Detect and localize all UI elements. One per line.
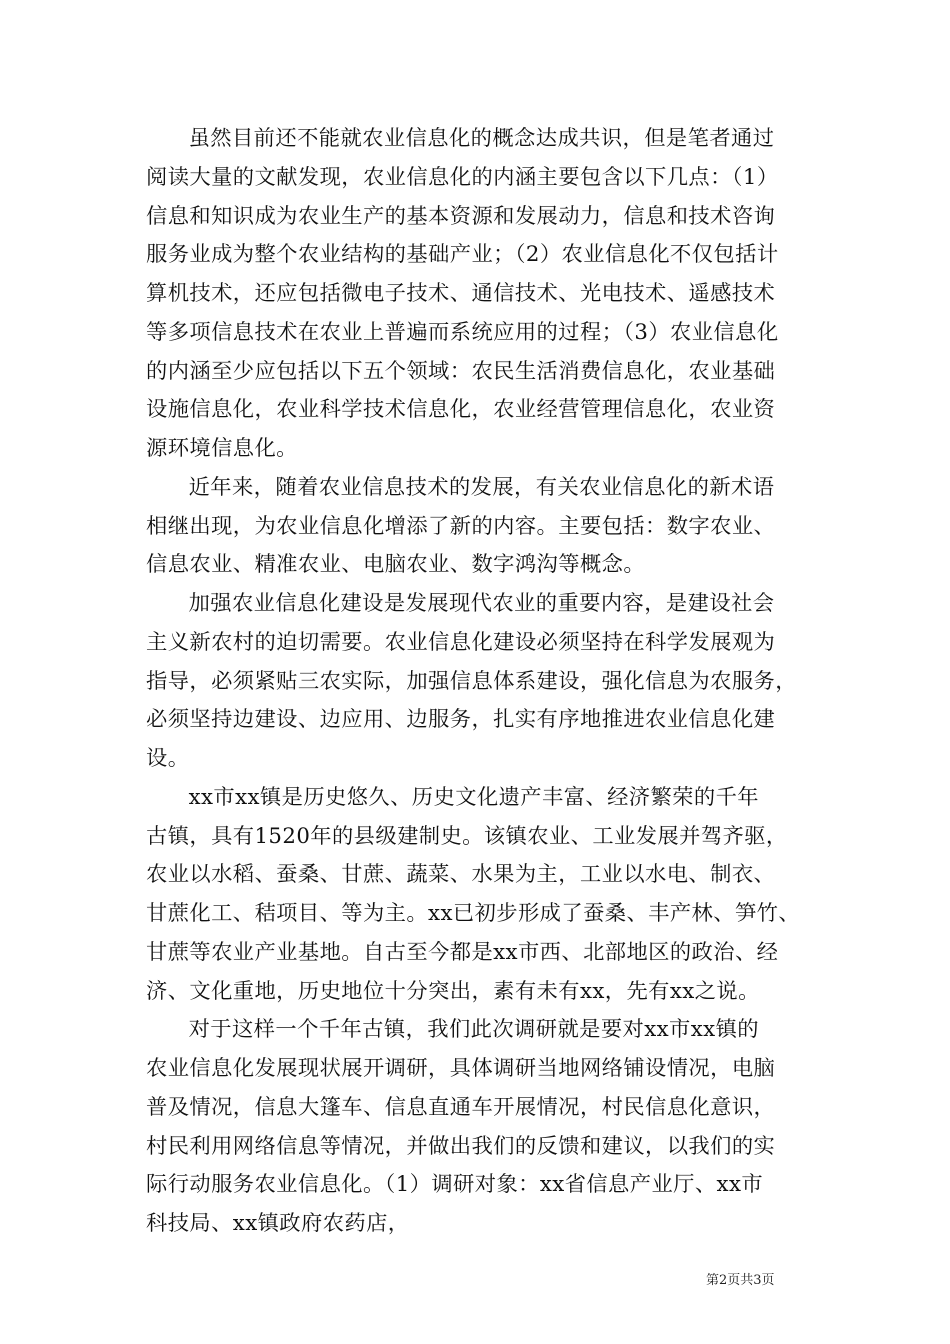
paragraph-line: 村民利用网络信息等情况，并做出我们的反馈和建议，以我们的实 [146,1133,776,1159]
paragraph [146,585,810,779]
paragraph-line: xx市xx镇是历史悠久、历史文化遗产丰富、经济繁荣的千年 [188,784,759,810]
paragraph-line: 主义新农村的迫切需要。农业信息化建设必须坚持在科学发展观为 [146,629,776,655]
paragraph [146,469,810,585]
paragraph-line: 农业以水稻、蚕桑、甘蔗、蔬菜、水果为主，工业以水电、制衣、 [146,862,776,888]
paragraph [146,1011,810,1244]
paragraph-line: 对于这样一个千年古镇，我们此次调研就是要对xx市xx镇的 [188,1017,759,1043]
paragraph-line: 指导，必须紧贴三农实际，加强信息体系建设，强化信息为农服务， [146,668,797,694]
paragraph-line: 服务业成为整个农业结构的基础产业；（2）农业信息化不仅包括计 [146,242,779,268]
paragraph-line: 普及情况，信息大篷车、信息直通车开展情况，村民信息化意识， [146,1094,776,1120]
paragraph-line: 阅读大量的文献发现，农业信息化的内涵主要包含以下几点：（1） [146,164,779,190]
paragraph-line: 设施信息化，农业科学技术信息化，农业经营管理信息化，农业资 [146,397,776,423]
paragraph-line: 甘蔗化工、秸项目、等为主。xx已初步形成了蚕桑、丰产林、笋竹、 [146,901,801,926]
paragraph [146,120,810,469]
paragraph-line: 科技局、xx镇政府农药店， [146,1211,410,1236]
paragraph-line: 际行动服务农业信息化。（1）调研对象：xx省信息产业厅、xx市 [146,1172,764,1198]
paragraph-line: 古镇，具有1520年的县级建制史。该镇农业、工业发展并驾齐驱， [146,823,788,849]
paragraph-line: 等多项信息技术在农业上普遍而系统应用的过程；（3）农业信息化 [146,319,779,345]
paragraph-line: 相继出现，为农业信息化增添了新的内容。主要包括：数字农业、 [146,513,776,539]
paragraph-line: 的内涵至少应包括以下五个领域：农民生活消费信息化，农业基础 [146,358,776,384]
page-footer: 第2页共3页 [706,1273,775,1288]
paragraph-line: 信息农业、精准农业、电脑农业、数字鸿沟等概念。 [146,552,646,578]
paragraph [146,779,810,1012]
paragraph-line: 源环境信息化。 [146,436,298,461]
paragraph-line: 虽然目前还不能就农业信息化的概念达成共识，但是笔者通过 [188,126,775,151]
paragraph-line: 必须坚持边建设、边应用、边服务，扎实有序地推进农业信息化建 [146,707,776,733]
paragraph-line: 甘蔗等农业产业基地。自古至今都是xx市西、北部地区的政治、经 [146,939,779,965]
paragraph-line: 加强农业信息化建设是发展现代农业的重要内容，是建设社会 [188,591,775,616]
paragraph-line: 信息和知识成为农业生产的基本资源和发展动力，信息和技术咨询 [146,203,776,229]
paragraph-line: 济、文化重地，历史地位十分突出，素有未有xx，先有xx之说。 [146,978,760,1004]
document-body [146,120,810,1244]
paragraph-line: 近年来，随着农业信息技术的发展，有关农业信息化的新术语 [188,474,775,500]
paragraph-line: 设。 [146,746,190,771]
paragraph-line: 算机技术，还应包括微电子技术、通信技术、光电技术、遥感技术 [146,281,776,306]
paragraph-line: 农业信息化发展现状展开调研，具体调研当地网络铺设情况，电脑 [146,1056,776,1081]
